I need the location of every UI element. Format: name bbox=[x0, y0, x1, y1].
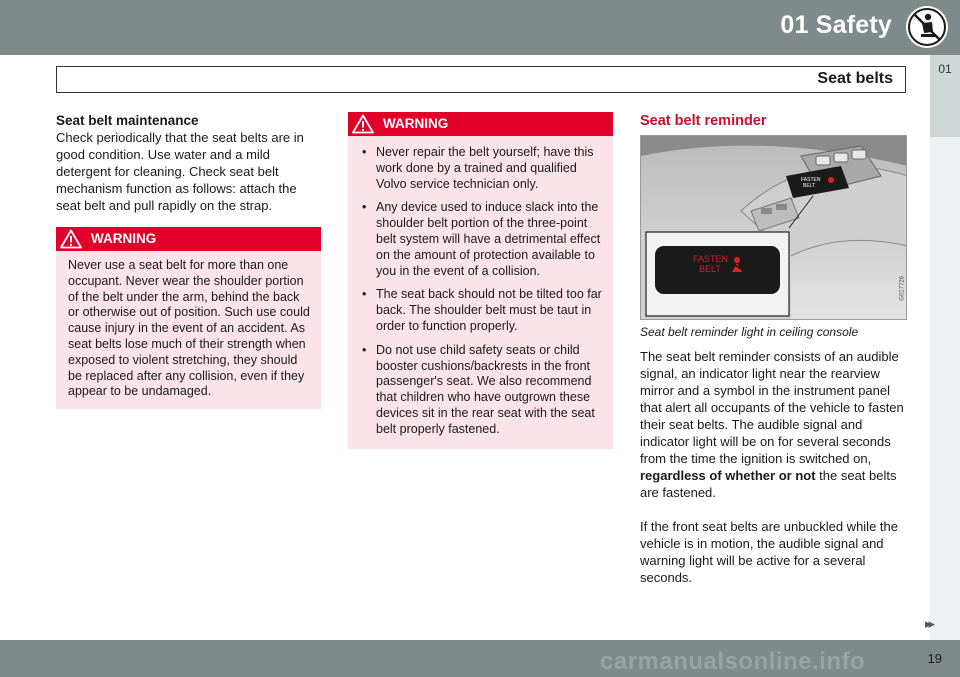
warning-triangle-icon bbox=[60, 229, 82, 249]
list-item bbox=[356, 287, 605, 334]
reminder-p1-end: the seat belts are fastened. bbox=[640, 468, 897, 500]
reminder-heading: Seat belt reminder bbox=[640, 113, 767, 129]
reminder-column bbox=[640, 112, 908, 586]
ceiling-console-figure bbox=[640, 135, 907, 320]
reminder-p1-bold: regardless of whether or not bbox=[640, 468, 816, 483]
seatbelt-warning-icon bbox=[906, 6, 948, 48]
page-number: 19 bbox=[927, 651, 942, 666]
maintenance-heading: Seat belt maintenance bbox=[56, 113, 199, 128]
ceiling-console-illustration bbox=[641, 136, 907, 320]
list-item-text: Any device used to induce slack into the shoulder belt portion of the three-point belt system will have a detrimental effect on the amount of protection available to you in the event of a collision. bbox=[376, 200, 601, 278]
chapter-title: 01 Safety bbox=[780, 11, 892, 39]
next-page-icon[interactable]: ▸▸ bbox=[925, 616, 933, 631]
chapter-side-tab[interactable] bbox=[930, 55, 960, 137]
bullet-icon: • bbox=[362, 145, 367, 159]
list-item bbox=[356, 200, 605, 279]
bullet-icon: • bbox=[362, 287, 367, 302]
warning-column bbox=[348, 112, 613, 449]
small-belt-label: BELT bbox=[803, 183, 816, 189]
maintenance-text: Check periodically that the seat belts are in good condition. Use water and a mild detergent for cleaning. Check seat belt mechanism function as follows: attach the seat belt and pull rapidly on the strap. bbox=[56, 130, 304, 213]
figure-caption: Seat belt reminder light in ceiling console bbox=[640, 325, 859, 339]
reminder-paragraph-2: If the front seat belts are unbuckled while the vehicle is in motion, the audible signal and warning light will be active for a several seconds. bbox=[640, 519, 898, 585]
reminder-p1-start: The seat belt reminder consists of an audible signal, an indicator light near the rearview mirror and a symbol in the instrument panel that alert all occupants of the vehicle to fasten their seat belts. The audible signal and indicator light will be on for several seconds from the time the ignition is switched on, bbox=[640, 349, 904, 466]
list-item-text: The seat back should not be tilted too far back. The shoulder belt must be taut in order to function properly. bbox=[376, 287, 602, 333]
list-item-text: Do not use child safety seats or child booster cushions/backrests in the front passenger's seat. We also recommend that children who have outgrown these devices sit in the rear seat with the seat belt properly fastened. bbox=[376, 342, 595, 436]
side-strip bbox=[930, 137, 960, 640]
header-bar bbox=[0, 0, 960, 55]
warning-list bbox=[348, 136, 613, 449]
list-item bbox=[356, 343, 605, 438]
warning-box bbox=[56, 227, 321, 409]
maintenance-column bbox=[56, 112, 321, 409]
warning-header bbox=[348, 112, 613, 136]
bullet-icon: • bbox=[362, 200, 367, 215]
warning-title: WARNING bbox=[91, 231, 157, 246]
watermark: carmanualsonline.info bbox=[600, 648, 866, 675]
bullet-icon: • bbox=[362, 342, 367, 357]
warning-triangle-icon bbox=[352, 114, 374, 134]
reminder-paragraph-1 bbox=[640, 348, 908, 501]
warning-title: WARNING bbox=[383, 116, 449, 131]
list-item-text: Never repair the belt yourself; have this work done by a trained and qualified Volvo service technician only. bbox=[376, 145, 594, 191]
section-title: Seat belts bbox=[817, 70, 893, 87]
list-item bbox=[356, 145, 605, 192]
small-fasten-label: FASTEN bbox=[801, 177, 821, 183]
section-header bbox=[56, 66, 906, 93]
belt-label: BELT bbox=[699, 264, 721, 274]
side-tab-label: 01 bbox=[938, 62, 952, 76]
figure-id: G017726 bbox=[900, 276, 906, 301]
warning-box bbox=[348, 112, 613, 449]
fasten-label: FASTEN bbox=[693, 254, 729, 264]
warning-text: Never use a seat belt for more than one occupant. Never wear the shoulder portion of the belt under the arm, behind the back or otherwise out of position. Such use could cause injury in the event of an accident. As seat belts lose much of their strength when exposed to violent stretching, they should be replaced after any collision, even if they appear to be undamaged. bbox=[68, 258, 310, 399]
warning-header bbox=[56, 227, 321, 251]
